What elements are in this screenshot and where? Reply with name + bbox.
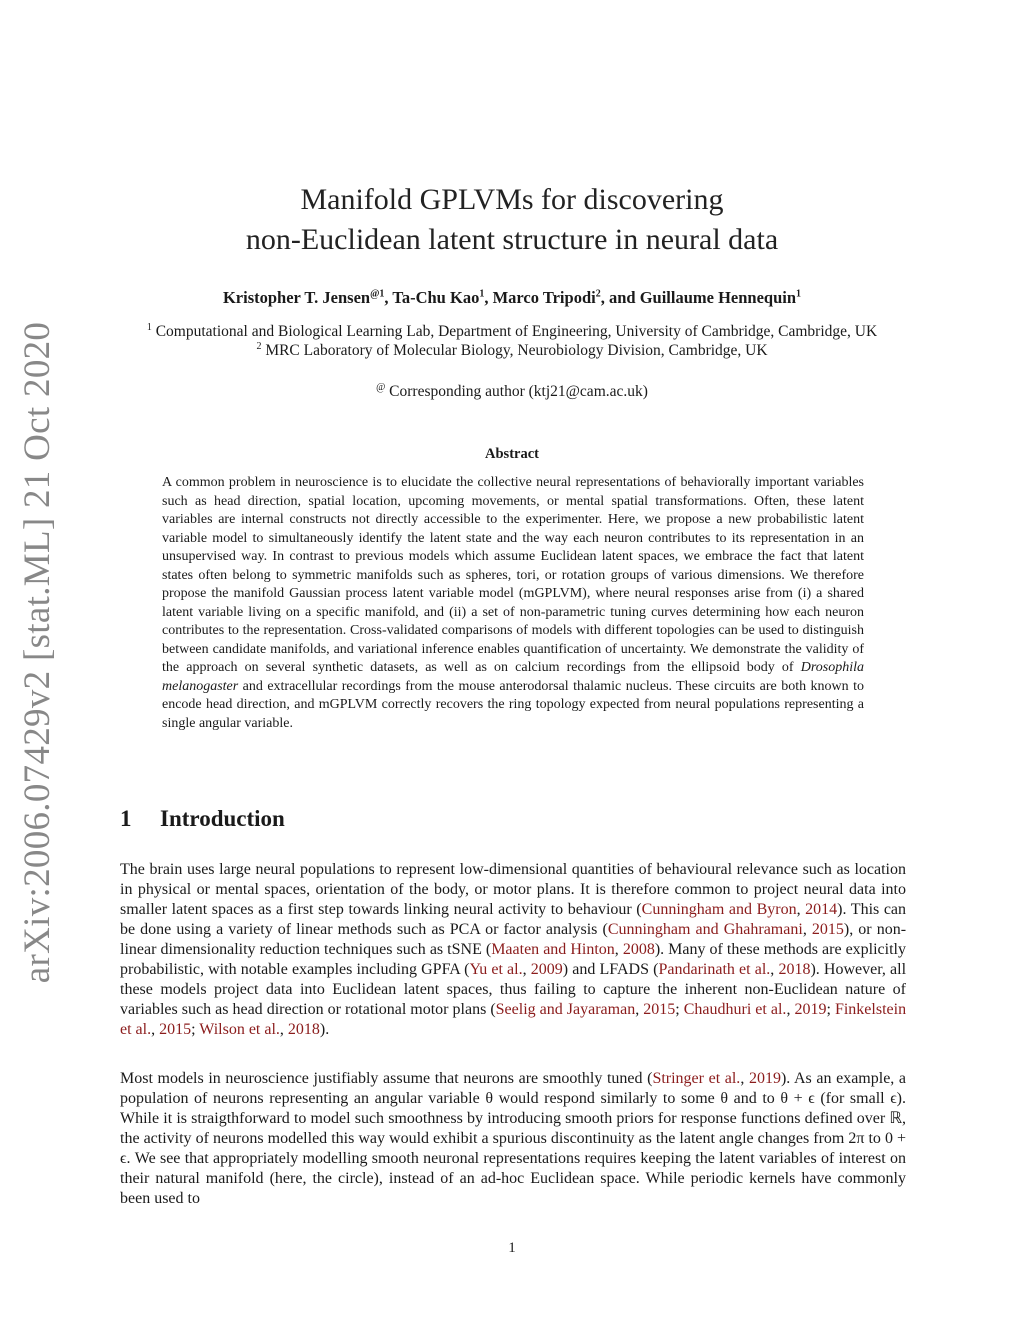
citation-year-link[interactable]: 2018 (287, 1021, 320, 1038)
intro-paragraph-1 (120, 860, 906, 1040)
body-text: , (802, 921, 812, 938)
page-number: 1 (508, 1240, 516, 1256)
section-number: 1 (120, 806, 132, 831)
author-superscript: @1 (370, 288, 385, 300)
citation-year-link[interactable]: 2009 (530, 961, 563, 978)
body-text: , (635, 1001, 644, 1018)
abstract-text: and extracellular recordings from the mouse anterodorsal thalamic nucleus. These circuits are both known to encode head direction, and mGPLVM correctly recovers the ring topology expected from neural populations representing a single angular variable. (162, 678, 864, 731)
citation-year-link[interactable]: 2015 (159, 1021, 192, 1038)
citation-year-link[interactable]: 2015 (643, 1001, 676, 1018)
author-conjunction: and (608, 288, 640, 307)
author-superscript: 1 (796, 288, 802, 300)
citation-year-link[interactable]: 2018 (778, 961, 811, 978)
affiliation-superscript: 2 (256, 340, 262, 352)
body-text: ). As an example, a population of neurons representing an angular variable θ would respond similarly to some θ and to θ + ϵ (for small ϵ). While it is straigthforward to model such smoothness by introducing smooth priors for response functions defined over ℝ, the activity of neurons modelled this way would exhibit a spurious discontinuity as the latent angle changes from 2π to 0 + ϵ. We see that appropriately modelling smooth neuronal representations requires keeping the latent variables of interest on their natural manifold (here, the circle), instead of an ad-hoc Euclidean space. While periodic kernels have commonly been used to (120, 1070, 907, 1207)
citation-link[interactable]: Cunningham and Ghahramani (607, 921, 803, 938)
author-superscript: 2 (595, 288, 601, 300)
section-title: Introduction (160, 806, 285, 831)
body-text: , (522, 961, 531, 978)
citation-year-link[interactable]: 2019 (794, 1001, 827, 1018)
citation-link[interactable]: Seelig and Jayaraman (495, 1001, 636, 1018)
citation-link[interactable]: Cunningham and Byron (641, 901, 797, 918)
body-text: , (740, 1070, 749, 1087)
citation-link[interactable]: Yu et al. (469, 961, 523, 978)
affiliation-1 (0, 323, 1024, 341)
body-text: ). Many of these methods are explicitly probabilistic, with notable examples including GPFA ( (120, 941, 906, 978)
body-text: ; (675, 1001, 684, 1018)
author-name: Ta-Chu Kao (392, 288, 480, 307)
affiliation-text: MRC Laboratory of Molecular Biology, Neurobiology Division, Cambridge, UK (265, 342, 768, 359)
abstract-heading: Abstract (485, 446, 539, 462)
citation-year-link[interactable]: 2014 (805, 901, 838, 918)
citation-link[interactable]: Stringer et al. (652, 1070, 741, 1087)
citation-link[interactable]: Wilson et al. (199, 1021, 280, 1038)
author-name: Kristopher T. Jensen (222, 288, 371, 307)
body-text: , (770, 961, 779, 978)
affiliation-2 (0, 342, 1024, 360)
body-text: ; (826, 1001, 835, 1018)
body-text: , (786, 1001, 795, 1018)
title-line-2: non-Euclidean latent structure in neural data (245, 223, 779, 256)
affiliation-text: Computational and Biological Learning Lab, Department of Engineering, University of Cambridge, Cambridge, UK (155, 323, 878, 340)
paper-title (0, 180, 1024, 260)
body-text: , (614, 941, 623, 958)
citation-year-link[interactable]: 2015 (811, 921, 844, 938)
species-name: Drosophila melanogaster (162, 660, 864, 694)
abstract-body (162, 474, 864, 733)
citation-link[interactable]: Pandarinath et al. (658, 961, 771, 978)
intro-paragraph-2 (120, 1069, 906, 1209)
citation-link[interactable]: Maaten and Hinton (491, 941, 615, 958)
author-list: Kristopher T. Jensen$^{@1}$, Ta-Chu Kao$^1$, Marco Tripodi$^2$, and Guillaume Hennequin$^1$ (222, 288, 802, 307)
abstract-text: A common problem in neuroscience is to elucidate the collective neural representations of behaviorally important variables such as head direction, spatial location, upcoming movements, or mental spatial transformations. Often, these latent variables are internal constructs not directly accessible to the experimenter. Here, we propose a new probabilistic latent variable model to simultaneously identify the latent state and the way each neuron contributes to its representation in an unsupervised way. In contrast to previous models which assume Euclidean latent spaces, we embrace the fact that latent states often belong to symmetric manifolds such as spheres, tori, or rotation groups of various dimensions. We therefore propose the manifold Gaussian process latent variable model (mGPLVM), where neural responses arise from (i) a shared latent variable living on a specific manifold, and (ii) a set of non-parametric tuning curves determining how each neuron contributes to the representation. Cross-validated comparisons of models with different topologies can be used to distinguish between candidate manifolds, and variational inference enables quantification of uncertainty. We demonstrate the validity of the approach on several synthetic datasets, as well as on calcium recordings from the ellipsoid body of (162, 475, 864, 675)
corresponding-text[interactable]: Corresponding author (ktj21@cam.ac.uk) (389, 383, 648, 400)
body-text: ), or non-linear dimensionality reduction techniques such as tSNE ( (120, 921, 907, 958)
body-text: ) and LFADS ( (562, 961, 659, 978)
title-line-1: Manifold GPLVMs for discovering (300, 183, 724, 216)
body-text: , (279, 1021, 288, 1038)
body-text: , (796, 901, 806, 918)
citation-year-link[interactable]: 2019 (748, 1070, 781, 1087)
arxiv-identifier[interactable]: arXiv:2006.07429v2 [stat.ML] 21 Oct 2020 (17, 321, 59, 984)
corresponding-superscript: @ (376, 381, 386, 393)
corresponding-author (0, 383, 1024, 401)
arxiv-stamp (8, 321, 68, 984)
section-heading (120, 806, 285, 832)
author-name: Guillaume Hennequin (639, 288, 797, 307)
body-text: Most models in neuroscience justifiably assume that neurons are smoothly tuned ( (120, 1070, 653, 1087)
citation-link[interactable]: Chaudhuri et al. (683, 1001, 787, 1018)
body-text: ). (319, 1021, 330, 1038)
citation-year-link[interactable]: 2008 (622, 941, 655, 958)
affiliation-superscript: 1 (146, 321, 152, 333)
body-text: ; (191, 1021, 200, 1038)
citation-link[interactable]: Finkelstein et al. (120, 1001, 907, 1038)
body-text: The brain uses large neural populations to represent low-dimensional quantities of behavioural relevance such as location in physical or mental spaces, orientation of the body, or motor plans. It is therefore common to project neural data into smaller latent spaces as a first step towards linking neural activity to behaviour ( (120, 861, 906, 918)
author-name: Marco Tripodi (492, 288, 596, 307)
body-text: , (151, 1021, 160, 1038)
body-text: ). However, all these models project data into Euclidean latent spaces, thus failing to capture the inherent non-Euclidean nature of variables such as head direction or rotational motor plans ( (120, 961, 907, 1018)
author-superscript: 1 (479, 288, 485, 300)
body-text: ). This can be done using a variety of linear methods such as PCA or factor analysis ( (120, 901, 907, 938)
